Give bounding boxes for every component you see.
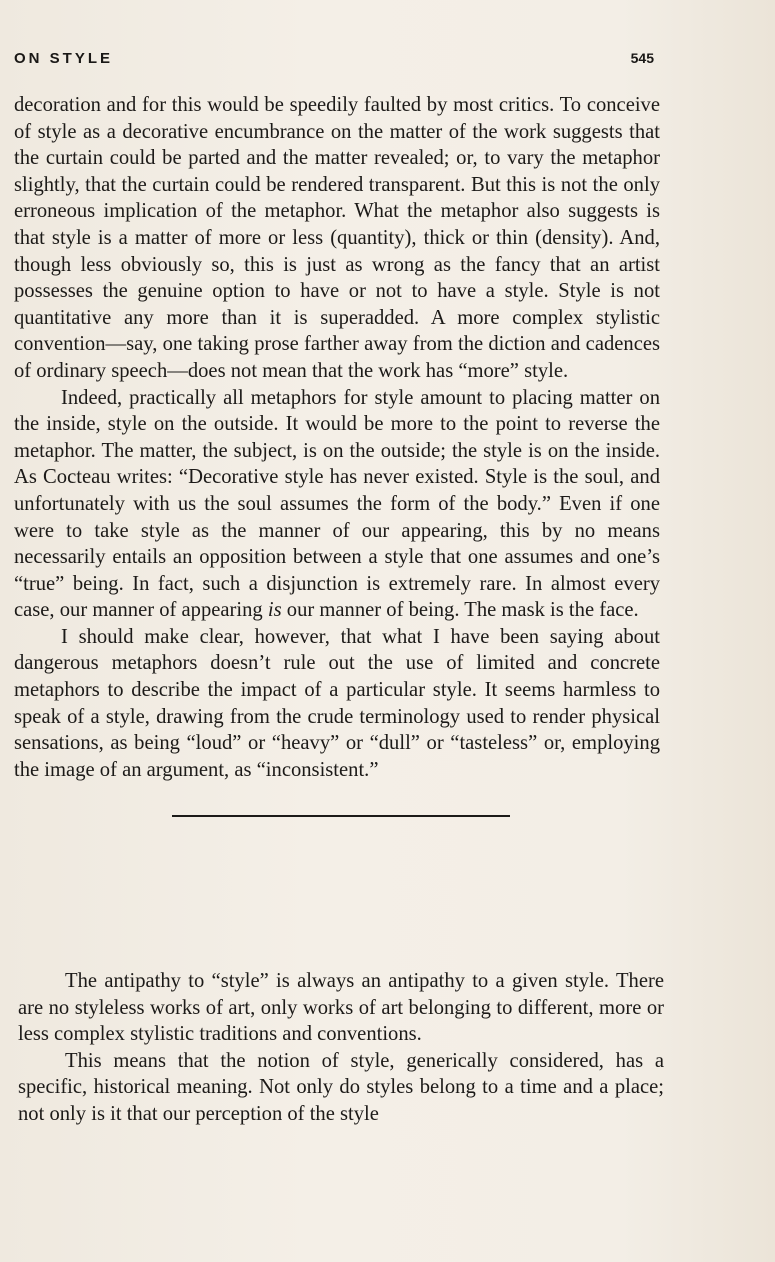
section-text xyxy=(18,968,664,1128)
paragraph: I should make clear, however, that what I have been saying about dangerous metaphors doesn’t rule out the use of limited and concrete metaphors to describe the impact of a particular style. It seems harmless to speak of a style, drawing from the crude terminology used to render physical sensations, as being “loud” or “heavy” or “dull” or “tasteless” or, employing the image of an argument, as “inconsistent.” xyxy=(14,625,660,781)
page-number: 545 xyxy=(630,50,654,66)
running-head xyxy=(14,50,654,74)
section-divider xyxy=(172,815,510,817)
main-text xyxy=(14,92,660,847)
running-head-title: ON STYLE xyxy=(14,50,114,67)
paragraph: This means that the notion of style, generically considered, has a specific, historical meaning. Not only do styles belong to a time and a place; not only is it that our perception of the style xyxy=(18,1049,664,1125)
emphasis: is xyxy=(267,599,282,622)
paragraph: Indeed, practically all metaphors for style amount to placing matter on the inside, style on the outside. It would be more to the point to reverse the metaphor. The matter, the subject, is on the outside; the style is on the inside. As Cocteau writes: “Decorative style has never existed. Style is the soul, and unfortunately with us the soul assumes the form of the body.” Even if one were to take style as the manner of our appearing, this by no means necessarily entails an opposition between a style that one assumes and one’s “true” being. In fact, such a disjunction is extremely rare. In almost every case, our manner of appearing is our manner of being. The mask is the face. xyxy=(14,386,660,622)
paragraph: decoration and for this would be speedily faulted by most critics. To conceive of style as a decorative encumbrance on the matter of the work suggests that the curtain could be parted and the matter revealed; or, to vary the metaphor slightly, that the curtain could be rendered transparent. But this is not the only erroneous implication of the metaphor. What the metaphor also suggests is that style is a matter of more or less (quantity), thick or thin (density). And, though less obviously so, this is just as wrong as the fancy that an artist possesses the genuine option to have or not to have a style. Style is not quantitative any more than it is superadded. A more complex stylistic convention—say, one taking prose farther away from the diction and cadences of ordinary speech—does not mean that the work has “more” style. xyxy=(14,94,660,382)
paragraph: The antipathy to “style” is always an antipathy to a given style. There are no styleless works of art, only works of art belonging to different, more or less complex stylistic traditions and conventions. xyxy=(18,970,664,1046)
